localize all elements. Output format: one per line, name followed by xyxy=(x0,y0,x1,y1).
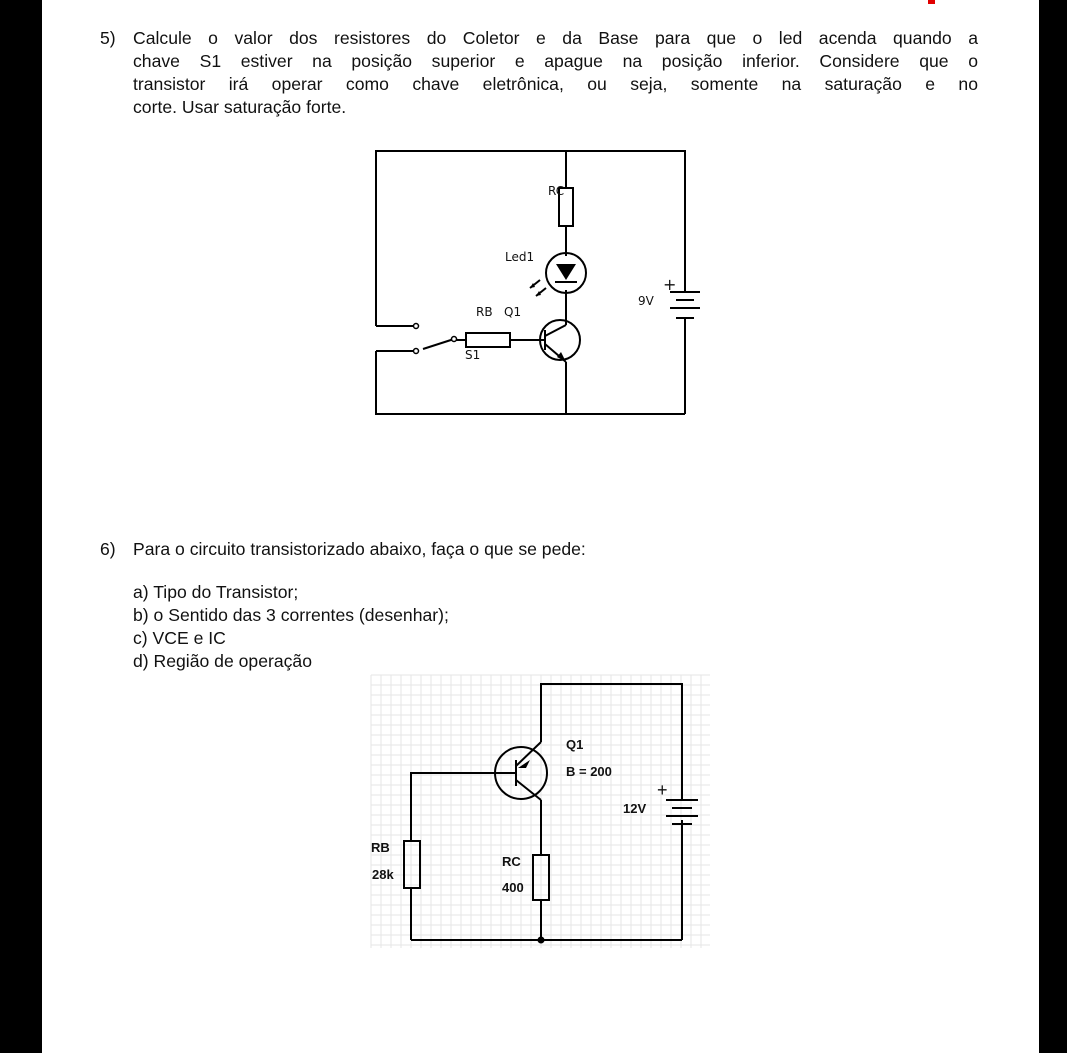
rc-label-1: RC xyxy=(548,184,565,198)
rb-resistor-1 xyxy=(466,333,510,347)
led-label: Led1 xyxy=(505,250,535,264)
document-page xyxy=(42,0,1039,1053)
question-5-line: chave S1 estiver na posição superior e apague na posição inferior. Considere que o xyxy=(133,51,978,71)
list-item: a) Tipo do Transistor; xyxy=(133,582,299,602)
beta-label: B = 200 xyxy=(566,764,612,779)
battery-label-1: 9V xyxy=(638,294,654,308)
question-5-number: 5) xyxy=(100,28,116,48)
switch-s1[interactable] xyxy=(414,324,457,354)
question-6-items xyxy=(133,581,449,673)
led-bar xyxy=(555,281,577,283)
led-triangle xyxy=(556,264,576,280)
question-5-line: corte. Usar saturação forte. xyxy=(133,97,347,117)
question-6 xyxy=(100,538,586,561)
battery-plus-1: + xyxy=(663,275,677,294)
rb-label-2: RB xyxy=(371,840,390,855)
question-5-line: Calcule o valor dos resistores do Coletor e da Base para que o led acenda quando a xyxy=(133,28,978,48)
circuit-diagram-1 xyxy=(42,0,1039,1053)
list-item: b) o Sentido das 3 correntes (desenhar); xyxy=(133,605,449,625)
junction-dot xyxy=(538,937,545,944)
question-6-text: Para o circuito transistorizado abaixo, faça o que se pede: xyxy=(133,539,586,559)
circuit-diagram-2 xyxy=(371,675,710,948)
circuit-1-wires xyxy=(376,151,700,414)
question-6-number: 6) xyxy=(100,539,116,559)
rc-label-2: RC xyxy=(502,854,521,869)
battery-label-2: 12V xyxy=(623,801,647,816)
rb-value: 28k xyxy=(372,867,394,882)
rc-value: 400 xyxy=(502,880,524,895)
list-item: c) VCE e IC xyxy=(133,628,226,648)
switch-label: S1 xyxy=(465,348,481,362)
q1-label-1: Q1 xyxy=(504,305,522,319)
q1-label-2: Q1 xyxy=(566,737,584,752)
question-5-line: transistor irá operar como chave eletrônica, ou seja, somente na saturação e no xyxy=(133,74,978,94)
list-item: d) Região de operação xyxy=(133,651,312,671)
circuit-1-symbols xyxy=(530,264,577,362)
battery-plus-2: + xyxy=(657,780,668,800)
rb-label-1: RB xyxy=(476,305,493,319)
